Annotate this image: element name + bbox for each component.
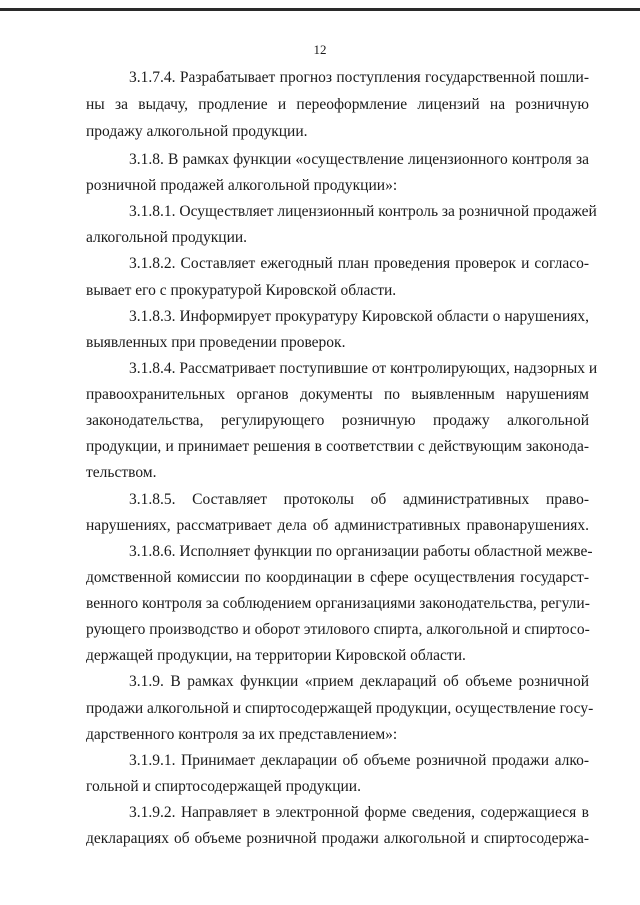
text-line: 3.1.9.1. Принимает декларации об объеме розничной продажи алко- [129, 752, 589, 769]
text-line: правоохранительных органов документы по выявленным нарушениям [86, 386, 589, 403]
top-border-rule [0, 8, 640, 11]
text-line: розничной продажей алкогольной продукции»: [86, 177, 398, 194]
text-line: алкогольной продукции. [86, 229, 248, 246]
text-line: венного контроля за соблюдением организациями законодательства, регули- [86, 595, 590, 612]
text-line: ны за выдачу, продление и переоформление лицензий на розничную [86, 96, 589, 113]
text-line: 3.1.9.2. Направляет в электронной форме сведения, содержащиеся в [129, 804, 589, 821]
text-line: 3.1.7.4. Разрабатывает прогноз поступления государственной пошли- [129, 69, 589, 86]
text-line: нарушениях, рассматривает дела об административных правонарушениях. [86, 517, 589, 534]
text-line: гольной и спиртосодержащей продукции. [86, 778, 361, 795]
page-number: 12 [313, 42, 327, 57]
text-line: законодательства, регулирующего розничную продажу алкогольной [86, 412, 589, 429]
text-line: вывает его с прокуратурой Кировской области. [86, 282, 397, 299]
text-line: декларациях об объеме розничной продажи алкогольной и спиртосодержа- [86, 830, 589, 847]
text-line: 3.1.8.1. Осуществляет лицензионный контроль за розничной продажей [129, 203, 597, 220]
text-line: 3.1.8. В рамках функции «осуществление лицензионного контроля за [129, 151, 589, 168]
text-line: продажи алкогольной и спиртосодержащей продукции, осуществление госу- [86, 700, 594, 717]
text-line: 3.1.8.3. Информирует прокуратуру Кировской области о нарушениях, [129, 308, 589, 325]
text-line: домственной комиссии по координации в сфере осуществления государст- [86, 569, 589, 586]
text-line: тельством. [86, 464, 157, 481]
text-line: дарственного контроля за их представлением»: [86, 726, 398, 743]
text-line: 3.1.9. В рамках функции «прием деклараций об объеме розничной [129, 673, 589, 690]
text-line: держащей продукции, на территории Кировской области. [86, 647, 466, 664]
text-line: продажу алкогольной продукции. [86, 123, 308, 140]
text-line: 3.1.8.2. Составляет ежегодный план проведения проверок и согласо- [129, 255, 589, 272]
text-line: рующего производство и оборот этилового спирта, алкогольной и спиртосо- [86, 621, 590, 638]
text-line: 3.1.8.4. Рассматривает поступившие от контролирующих, надзорных и [129, 360, 598, 377]
text-line: выявленных при проведении проверок. [86, 334, 346, 351]
text-line: 3.1.8.6. Исполняет функции по организации работы областной межве- [129, 543, 593, 560]
text-line: продукции, и принимает решения в соответствии с действующим законода- [86, 438, 589, 455]
text-line: 3.1.8.5. Составляет протоколы об административных право- [129, 491, 589, 508]
